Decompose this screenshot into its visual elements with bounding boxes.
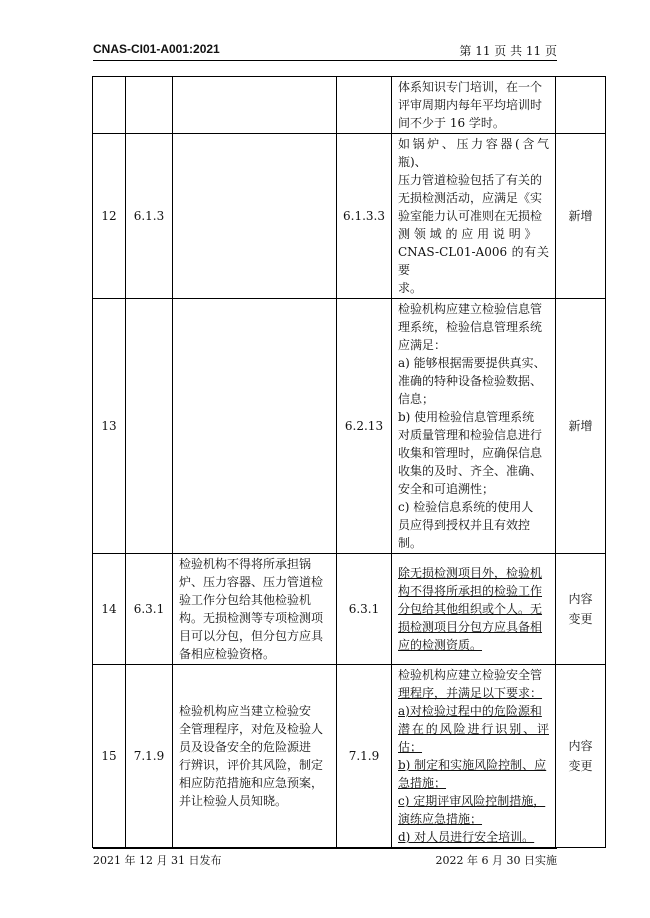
table-row xyxy=(93,134,606,299)
old-text xyxy=(173,77,337,134)
new-text xyxy=(392,134,556,299)
effective-date: 2022 年 6 月 30 日实施 xyxy=(435,854,557,867)
text-line: 求。 xyxy=(398,281,423,295)
row-number xyxy=(93,77,126,134)
change-type: 新增 xyxy=(556,134,606,299)
text-line: 间不少于 16 学时。 xyxy=(398,116,505,130)
new-clause: 7.1.9 xyxy=(337,665,392,848)
text-line: b) 使用检验信息管理系统 xyxy=(398,410,535,424)
row-number: 14 xyxy=(93,554,126,665)
page-header xyxy=(93,42,557,61)
old-text xyxy=(173,134,337,299)
old-clause: 7.1.9 xyxy=(126,665,173,848)
text-line: a) 能够根据需要提供真实、 xyxy=(398,356,546,370)
text-line: 演练应急措施； xyxy=(398,812,483,826)
change-type: 内容 变更 xyxy=(556,665,606,848)
text-line: 分包给其他组织或个人。无 xyxy=(398,602,543,616)
text-line: d) 对人员进行安全培训。 xyxy=(398,830,535,844)
row-number: 13 xyxy=(93,299,126,554)
page-footer xyxy=(93,848,557,867)
text-line: 员应得到授权并且有效控 xyxy=(398,518,531,532)
row-number: 12 xyxy=(93,134,126,299)
text-line: c) 定期评审风险控制措施， xyxy=(398,794,546,808)
table-row xyxy=(93,554,606,665)
issue-date: 2021 年 12 月 31 日发布 xyxy=(93,854,222,867)
text-line: 理系统，检验信息管理系统 xyxy=(398,320,543,334)
text-line: 信息； xyxy=(398,392,435,406)
text-line: b) 制定和实施风险控制、应 xyxy=(398,758,547,772)
text-line: 评审周期内每年平均培训时 xyxy=(398,98,543,112)
text-line: 构。无损检测等专项检测项 xyxy=(179,611,324,625)
text-line: 构不得将所承担的检验工作 xyxy=(398,584,543,598)
old-clause: 6.1.3 xyxy=(126,134,173,299)
table-row xyxy=(93,77,606,134)
text-line: 对质量管理和检验信息进行 xyxy=(398,428,543,442)
text-line: 全管理程序，对危及检验人 xyxy=(179,722,324,736)
new-clause: 6.1.3.3 xyxy=(337,134,392,299)
text-line: 检验机构应建立检验信息管 xyxy=(398,302,543,316)
new-clause: 6.2.13 xyxy=(337,299,392,554)
old-clause xyxy=(126,299,173,554)
text-line: 理程序，并满足以下要求： xyxy=(398,686,543,700)
text-line: 制。 xyxy=(398,536,423,550)
old-text xyxy=(173,299,337,554)
text-line: 检验机构应建立检验安全管 xyxy=(398,668,543,682)
change-type: 内容 变更 xyxy=(556,554,606,665)
text-line: 无损检测活动，应满足《实 xyxy=(398,191,543,205)
new-clause xyxy=(337,77,392,134)
text-line: 相应防范措施和应急预案， xyxy=(179,776,324,790)
comparison-table xyxy=(92,76,606,848)
text-line: 收集和管理时，应确保信息 xyxy=(398,446,543,460)
text-line: 目可以分包，但分包方应具 xyxy=(179,629,324,643)
document-id: CNAS-CI01-A001:2021 xyxy=(93,42,220,56)
text-line: 应满足： xyxy=(398,338,447,352)
text-line: 如锅炉、压力容器(含气瓶)、 xyxy=(398,137,549,169)
new-clause: 6.3.1 xyxy=(337,554,392,665)
text-line: 炉、压力容器、压力管道检 xyxy=(179,575,324,589)
text-line: 损检测项目分包方应具备相 xyxy=(398,620,543,634)
new-text xyxy=(392,554,556,665)
text-line: 测 领 域 的 应 用 说 明 》 xyxy=(398,227,537,241)
text-line: 急措施； xyxy=(398,776,447,790)
old-text xyxy=(173,665,337,848)
text-line: 压力管道检验包括了有关的 xyxy=(398,173,543,187)
text-line: a)对检验过程中的危险源和 xyxy=(398,704,542,718)
change-type xyxy=(556,77,606,134)
new-text xyxy=(392,299,556,554)
text-line: 准确的特种设备检验数据、 xyxy=(398,374,543,388)
new-text xyxy=(392,77,556,134)
old-clause xyxy=(126,77,173,134)
table-row xyxy=(93,665,606,848)
text-line: 验室能力认可准则在无损检 xyxy=(398,209,543,223)
table-row xyxy=(93,299,606,554)
text-line: c) 检验信息系统的使用人 xyxy=(398,500,534,514)
text-line: 检验机构不得将所承担锅 xyxy=(179,557,312,571)
text-line: CNAS-CL01-A006 的有关要 xyxy=(398,245,549,277)
text-line: 检验机构应当建立检验安 xyxy=(179,704,312,718)
text-line: 应的检测资质。 xyxy=(398,638,483,652)
row-number: 15 xyxy=(93,665,126,848)
change-type: 新增 xyxy=(556,299,606,554)
text-line: 备相应检验资格。 xyxy=(179,647,276,661)
text-line: 体系知识专门培训，在一个 xyxy=(398,80,543,94)
text-line: 收集的及时、齐全、准确、 xyxy=(398,464,543,478)
text-line: 员及设备安全的危险源进 xyxy=(179,740,312,754)
page-number: 第 11 页 共 11 页 xyxy=(459,44,557,58)
old-clause: 6.3.1 xyxy=(126,554,173,665)
text-line: 安全和可追溯性； xyxy=(398,482,495,496)
old-text xyxy=(173,554,337,665)
text-line: 潜在的风险进行识别、评估； xyxy=(398,722,549,754)
text-line: 行辨识，评价其风险，制定 xyxy=(179,758,324,772)
text-line: 并让检验人员知晓。 xyxy=(179,794,288,808)
text-line: 验工作分包给其他检验机 xyxy=(179,593,312,607)
new-text xyxy=(392,665,556,848)
text-line: 除无损检测项目外，检验机 xyxy=(398,566,543,580)
